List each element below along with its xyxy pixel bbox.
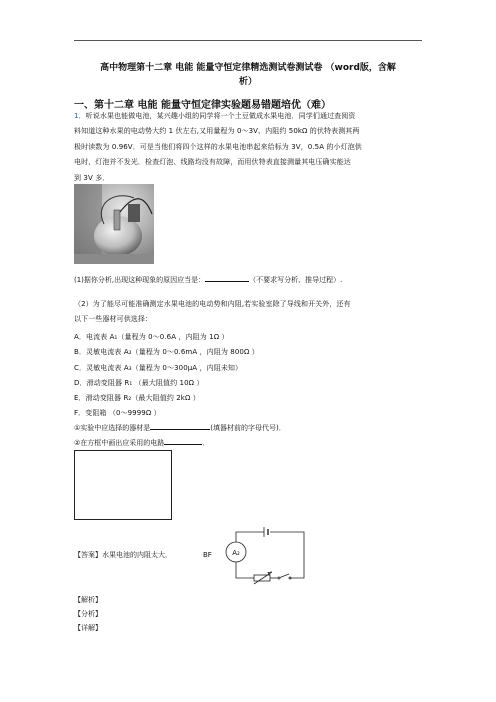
potato-battery-photo — [74, 184, 154, 264]
question-number: 1． — [74, 112, 86, 120]
stem-line-1: 听说水果也能做电池，某兴趣小组的同学将一个土豆做成水果电池．同学们通过查阅资 — [85, 112, 356, 120]
analysis2-label: 【分析】 — [74, 610, 102, 618]
detail-label: 【详解】 — [74, 624, 102, 632]
part-1-line: (1)据你分析,出现这种现象的原因应当是： （不要求写分析、推导过程）. — [74, 273, 342, 285]
stem-line-3: 极时读数为 0.96V．可是当他们将四个这样的水果电池串起来给标为 3V，0.5A 的小灯泡供 — [74, 142, 362, 151]
option-a: A．电流表 A₁（量程为 0～0.6A ，内阻为 1Ω ） — [74, 333, 229, 341]
part-1-blank[interactable] — [205, 273, 249, 282]
stem-line-4: 电时，灯泡并不发光．检查灯泡、线路均没有故障，而用伏特表直接测量其电压确实能达 — [74, 158, 351, 167]
option-f: F．变阻箱 （0～9999Ω ） — [74, 409, 161, 418]
option-e: E．滑动变阻器 R₂（最大阻值约 2kΩ ） — [74, 394, 200, 403]
part-2-line-1: （2）为了能尽可能准确测定水果电池的电动势和内阻,若实验室除了导线和开关外，还有 — [74, 300, 351, 308]
header-rule — [74, 40, 422, 41]
switch-contact-left — [278, 577, 280, 579]
rheostat-body — [254, 575, 270, 581]
circuit-drawing-box[interactable] — [74, 450, 172, 520]
stem-line-5: 到 3V 多． — [74, 173, 110, 182]
sub-question-2: ②在方框中画出应采用的电路 ． — [74, 436, 209, 448]
option-d: D．滑动变阻器 R₁ （最大阻值约 10Ω ） — [74, 378, 204, 387]
part-2-line-2: 以下一些器材可供选择： — [74, 315, 153, 324]
answer-choice: BF — [203, 551, 212, 559]
wire-bottom-left — [236, 562, 254, 578]
ammeter-label: A₂ — [232, 549, 240, 557]
option-b: B．灵敏电流表 A₂（量程为 0～0.6mA ，内阻为 800Ω ） — [74, 348, 259, 357]
wire-right — [270, 532, 304, 578]
sub-question-2-blank[interactable] — [164, 436, 202, 445]
sub-question-1-blank[interactable] — [150, 421, 210, 430]
analysis-label: 【解析】 — [74, 596, 102, 604]
wire-top-left — [236, 532, 264, 542]
switch-blade — [280, 574, 289, 578]
question-1-stem — [74, 109, 424, 186]
circuit-diagram — [220, 520, 310, 586]
equipment-options — [74, 330, 424, 422]
title-line-2: 析） — [238, 77, 257, 87]
stem-line-2: 料知道这种水果的电动势大约 1 伏左右,又用量程为 0～3V、内阻约 50kΩ 的伏特表测其两 — [74, 127, 360, 136]
title-line-1: 高中物理第十二章 电能 能量守恒定律精选测试卷测试卷 （word版，含解 — [100, 63, 396, 73]
sub-question-1: ①实验中应选择的器材是 (填器材前的字母代号)． — [74, 421, 286, 433]
section-title: 一、第十二章 电能 能量守恒定律实验题易错题培优（难） — [74, 100, 331, 111]
part-2-intro — [74, 297, 424, 328]
answer-label: 【答案】水果电池的内阻太大． — [74, 551, 172, 559]
option-c: C．灵敏电流表 A₃（量程为 0～300μA ，内阻未知） — [74, 363, 243, 372]
answer-line — [74, 550, 172, 560]
document-title — [74, 61, 422, 89]
